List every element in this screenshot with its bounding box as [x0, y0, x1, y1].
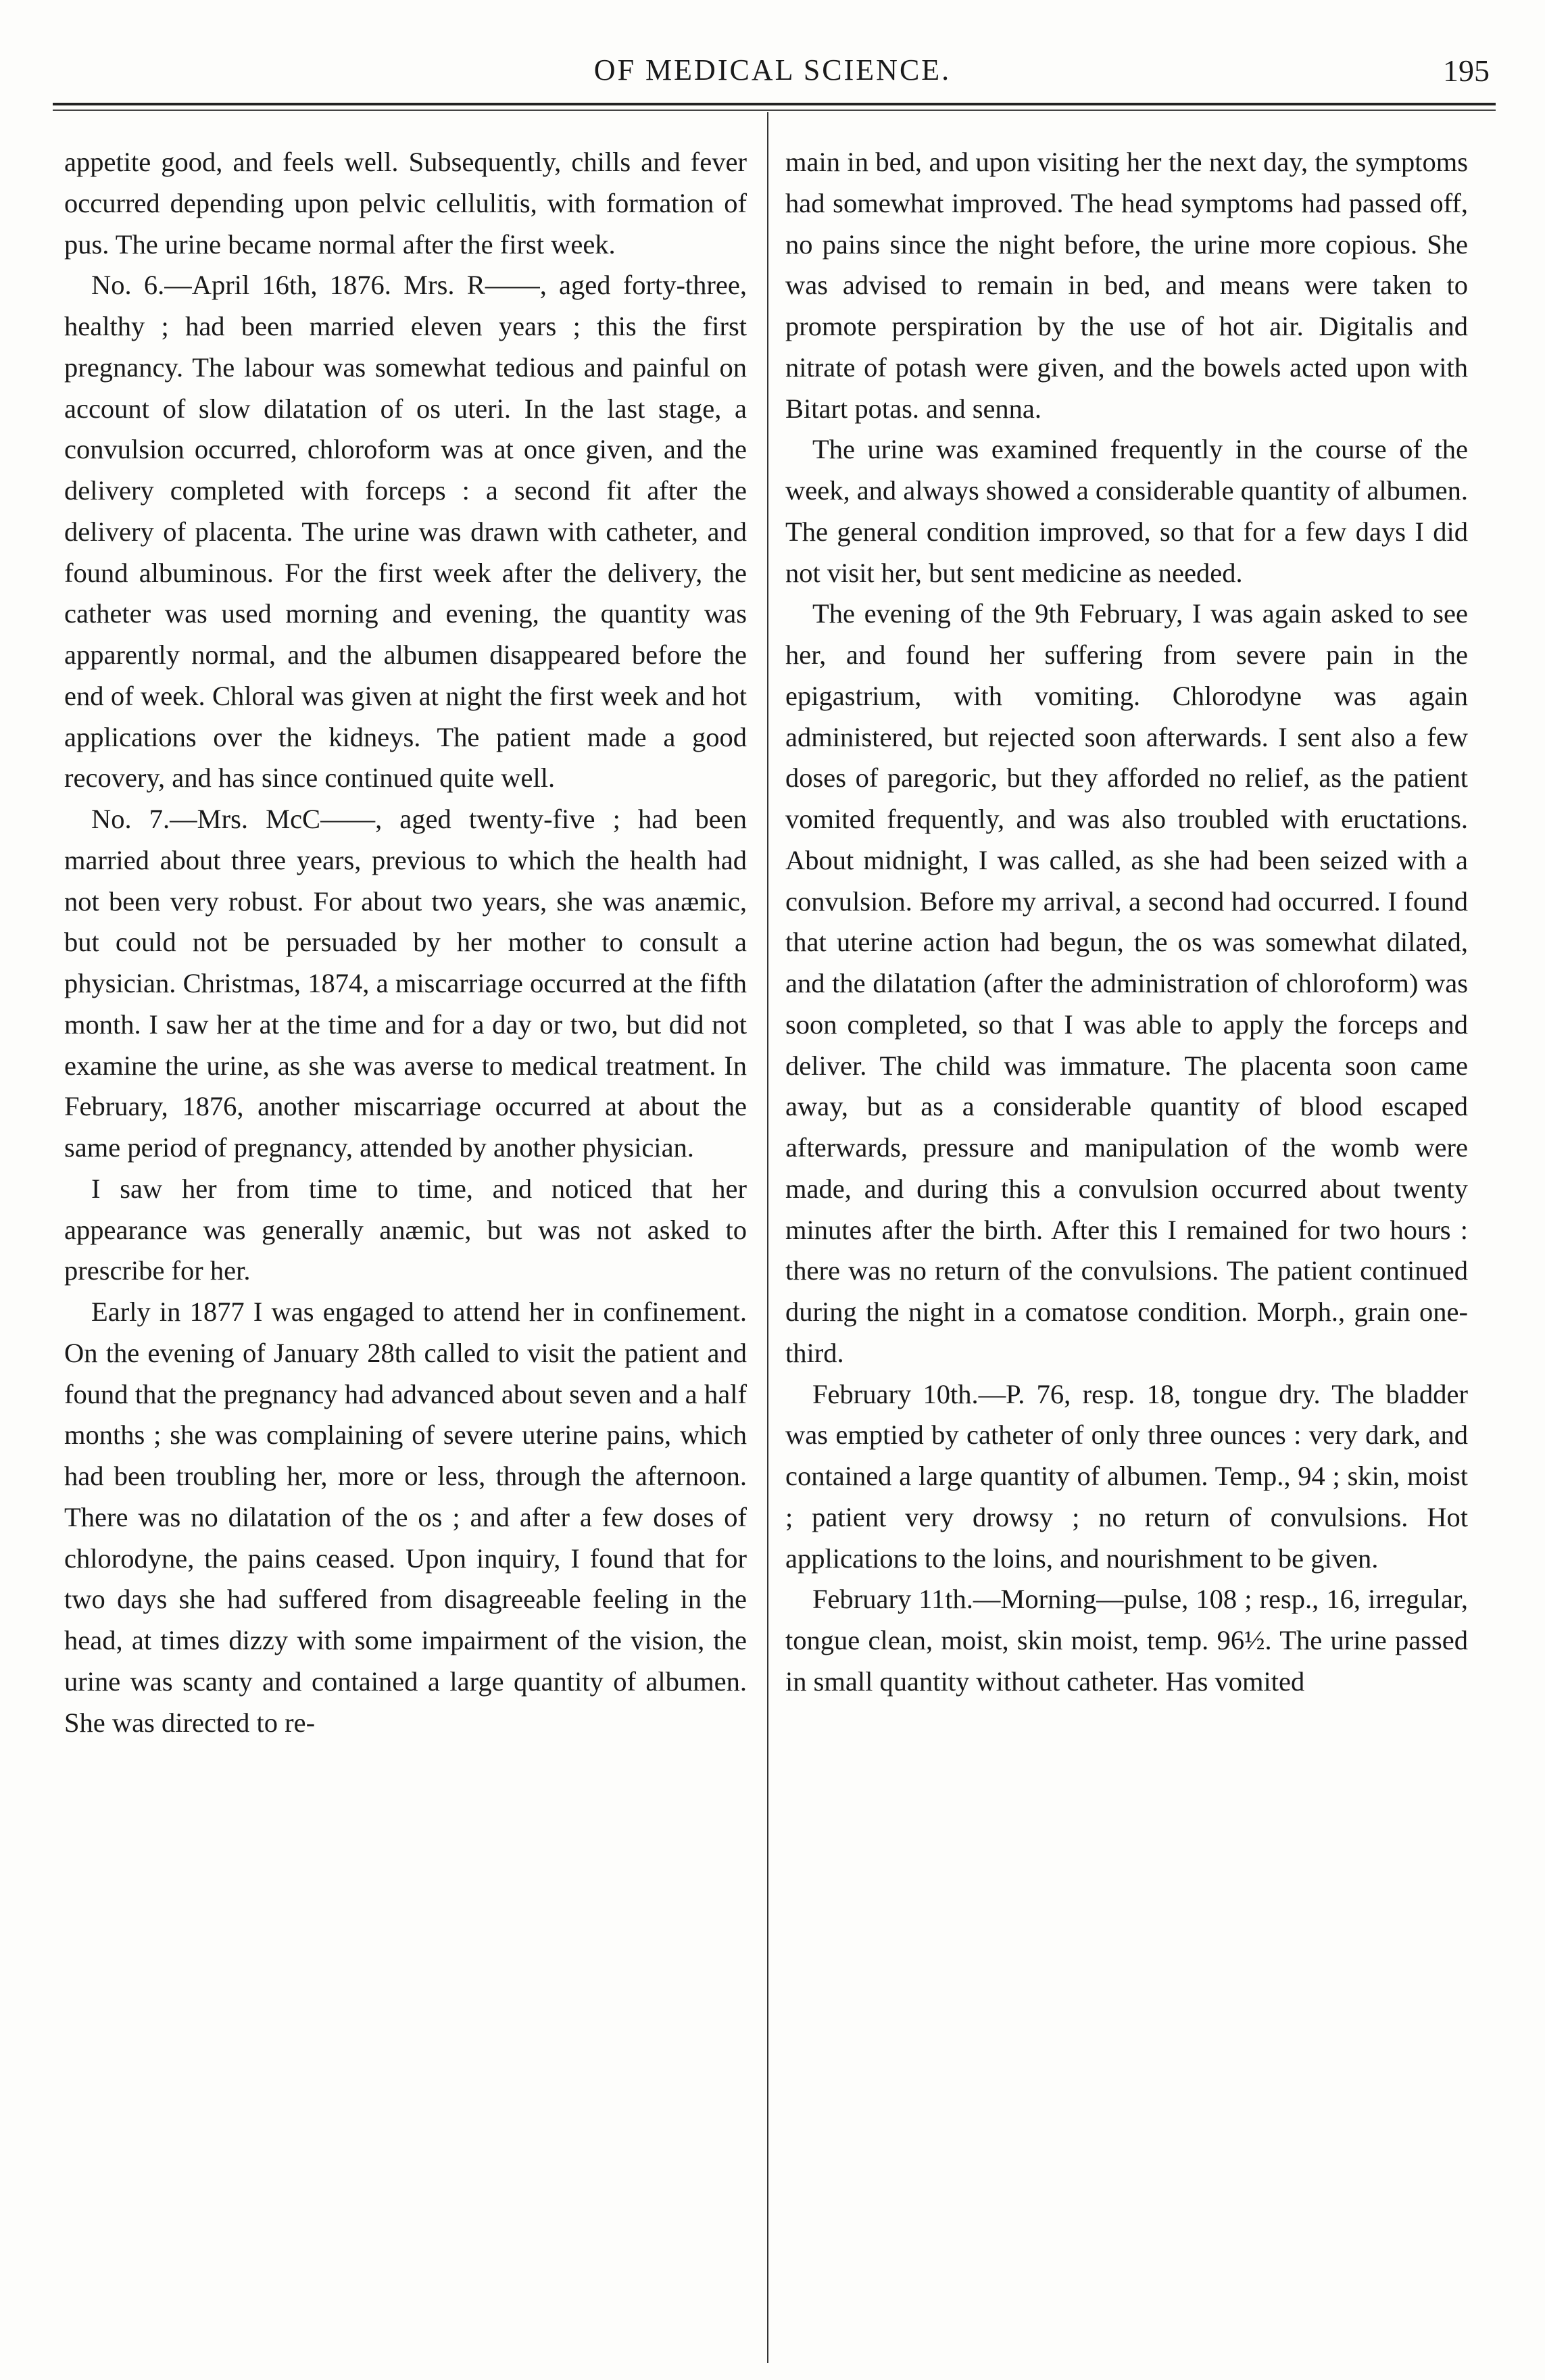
- page-number: 195: [1443, 53, 1490, 88]
- running-title: OF MEDICAL SCIENCE.: [593, 53, 952, 87]
- paragraph: The urine was examined frequently in the course of the week, and always showed a considerable quantity of albumen. The general condition improved, so that for a few days I did not visit her, but sent medicine as needed.: [785, 434, 1468, 588]
- paragraph: Early in 1877 I was engaged to attend her in confinement. On the evening of January 28th called to visit the patient and found that the pregnancy had advanced about seven and a half months ; she was complaining of severe uterine pains, which had been troubling her, more or less, through the afternoon. There was no dilatation of the os ; and after a few doses of chlorodyne, the pains ceased. Upon inquiry, I found that for two days she had suffered from disagreeable feeling in the head, at times dizzy with some impairment of the vision, the urine was scanty and contained a large quantity of albumen. She was directed to re-: [64, 1296, 747, 1738]
- left-column: [64, 142, 747, 2366]
- paragraph: The evening of the 9th February, I was again asked to see her, and found her suffering from severe pain in the epigastrium, with vomiting. Chlorodyne was again administered, but rejected soon afterwards. I sent also a few doses of paregoric, but they afforded no relief, as the patient vomited frequently, and was also troubled with eructations. About midnight, I was called, as she had been seized with a convulsion. Before my arrival, a second had occurred. I found that uterine action had begun, the os was somewhat dilated, and the dilatation (after the administration of chloroform) was soon completed, so that I was able to apply the forceps and deliver. The child was immature. The placenta soon came away, but as a considerable quantity of blood escaped afterwards, pressure and manipulation of the womb were made, and during this a convulsion occurred about twenty minutes after the birth. After this I remained for two hours : there was no return of the convulsions. The patient continued during the night in a comatose condition. Morph., grain one-third.: [785, 598, 1468, 1368]
- paragraph: appetite good, and feels well. Subsequently, chills and fever occurred depending upon pelvic cellulitis, with formation of pus. The urine became normal after the first week.: [64, 147, 747, 260]
- paragraph: February 10th.—P. 76, resp. 18, tongue dry. The bladder was emptied by catheter of only three ounces : very dark, and contained a large quantity of albumen. Temp., 94 ; skin, moist ; patient very drowsy ; no return of convulsions. Hot applications to the loins, and nourishment to be given.: [785, 1378, 1468, 1574]
- paragraph: main in bed, and upon visiting her the next day, the symptoms had somewhat improved. The head symptoms had passed off, no pains since the night before, the urine more copious. She was advised to remain in bed, and means were taken to promote perspiration by the use of hot air. Digitalis and nitrate of potash were given, and the bowels acted upon with Bitart potas. and senna.: [785, 147, 1468, 424]
- header-rule: [53, 103, 1496, 105]
- paragraph: I saw her from time to time, and noticed that her appearance was generally anæmic, but was not asked to prescribe for her.: [64, 1173, 747, 1286]
- right-column: [785, 142, 1468, 2366]
- paragraph: No. 6.—April 16th, 1876. Mrs. R——, aged forty-three, healthy ; had been married eleven years ; this the first pregnancy. The labour was somewhat tedious and painful on account of slow dilatation of os uteri. In the last stage, a convulsion occurred, chloroform was at once given, and the delivery completed with forceps : a second fit after the delivery of placenta. The urine was drawn with catheter, and found albuminous. For the first week after the delivery, the catheter was used morning and evening, the quantity was apparently normal, and the albumen disappeared before the end of week. Chloral was given at night the first week and hot applications over the kidneys. The patient made a good recovery, and has since continued quite well.: [64, 270, 747, 794]
- paragraph: February 11th.—Morning—pulse, 108 ; resp., 16, irregular, tongue clean, moist, skin moist, temp. 96½. The urine passed in small quantity without catheter. Has vomited: [785, 1584, 1468, 1697]
- header-rule-thin: [53, 110, 1496, 111]
- running-head: [0, 53, 1545, 93]
- column-divider: [767, 112, 768, 2363]
- paragraph: No. 7.—Mrs. McC——, aged twenty-five ; had been married about three years, previous to which the health had not been very robust. For about two years, she was anæmic, but could not be persuaded by her mother to consult a physician. Christmas, 1874, a miscarriage occurred at the fifth month. I saw her at the time and for a day or two, but did not examine the urine, as she was averse to medical treatment. In February, 1876, another miscarriage occurred at about the same period of pregnancy, attended by another physician.: [64, 804, 747, 1163]
